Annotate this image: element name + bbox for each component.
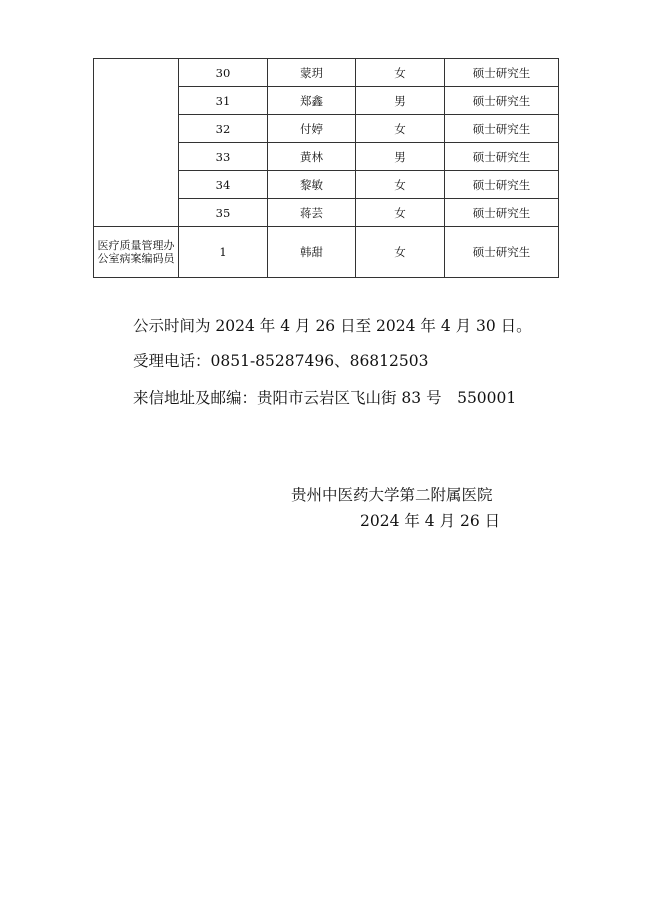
dept-cell: 医疗质量管理办公室病案编码员 xyxy=(94,227,179,278)
no-cell: 1 xyxy=(179,227,268,278)
table-row xyxy=(94,227,559,278)
gender-cell: 女 xyxy=(356,171,445,199)
no-cell: 33 xyxy=(179,143,268,171)
no-cell: 34 xyxy=(179,171,268,199)
no-cell: 31 xyxy=(179,87,268,115)
staff-table xyxy=(93,58,559,278)
signature-date: 2024 年 4 月 26 日 xyxy=(360,512,501,530)
gender-cell: 男 xyxy=(356,143,445,171)
name-cell: 郑鑫 xyxy=(268,87,356,115)
degree-cell: 硕士研究生 xyxy=(445,115,559,143)
gender-cell: 女 xyxy=(356,59,445,87)
name-cell: 韩甜 xyxy=(268,227,356,278)
no-cell: 35 xyxy=(179,199,268,227)
gender-cell: 男 xyxy=(356,87,445,115)
degree-cell: 硕士研究生 xyxy=(445,87,559,115)
dept-cell-empty xyxy=(94,59,179,227)
no-cell: 32 xyxy=(179,115,268,143)
gender-cell: 女 xyxy=(356,227,445,278)
notice-address: 来信地址及邮编：贵阳市云岩区飞山街 83 号 550001 xyxy=(133,389,517,407)
degree-cell: 硕士研究生 xyxy=(445,171,559,199)
degree-cell: 硕士研究生 xyxy=(445,59,559,87)
degree-cell: 硕士研究生 xyxy=(445,199,559,227)
gender-cell: 女 xyxy=(356,199,445,227)
signature-org: 贵州中医药大学第二附属医院 xyxy=(291,486,493,504)
name-cell: 蒋芸 xyxy=(268,199,356,227)
degree-cell: 硕士研究生 xyxy=(445,143,559,171)
name-cell: 蒙玥 xyxy=(268,59,356,87)
table-row xyxy=(94,59,559,87)
no-cell: 30 xyxy=(179,59,268,87)
name-cell: 黄林 xyxy=(268,143,356,171)
name-cell: 黎敏 xyxy=(268,171,356,199)
notice-phone: 受理电话：0851-85287496、86812503 xyxy=(133,352,429,370)
gender-cell: 女 xyxy=(356,115,445,143)
degree-cell: 硕士研究生 xyxy=(445,227,559,278)
name-cell: 付婷 xyxy=(268,115,356,143)
notice-period: 公示时间为 2024 年 4 月 26 日至 2024 年 4 月 30 日。 xyxy=(133,317,532,335)
